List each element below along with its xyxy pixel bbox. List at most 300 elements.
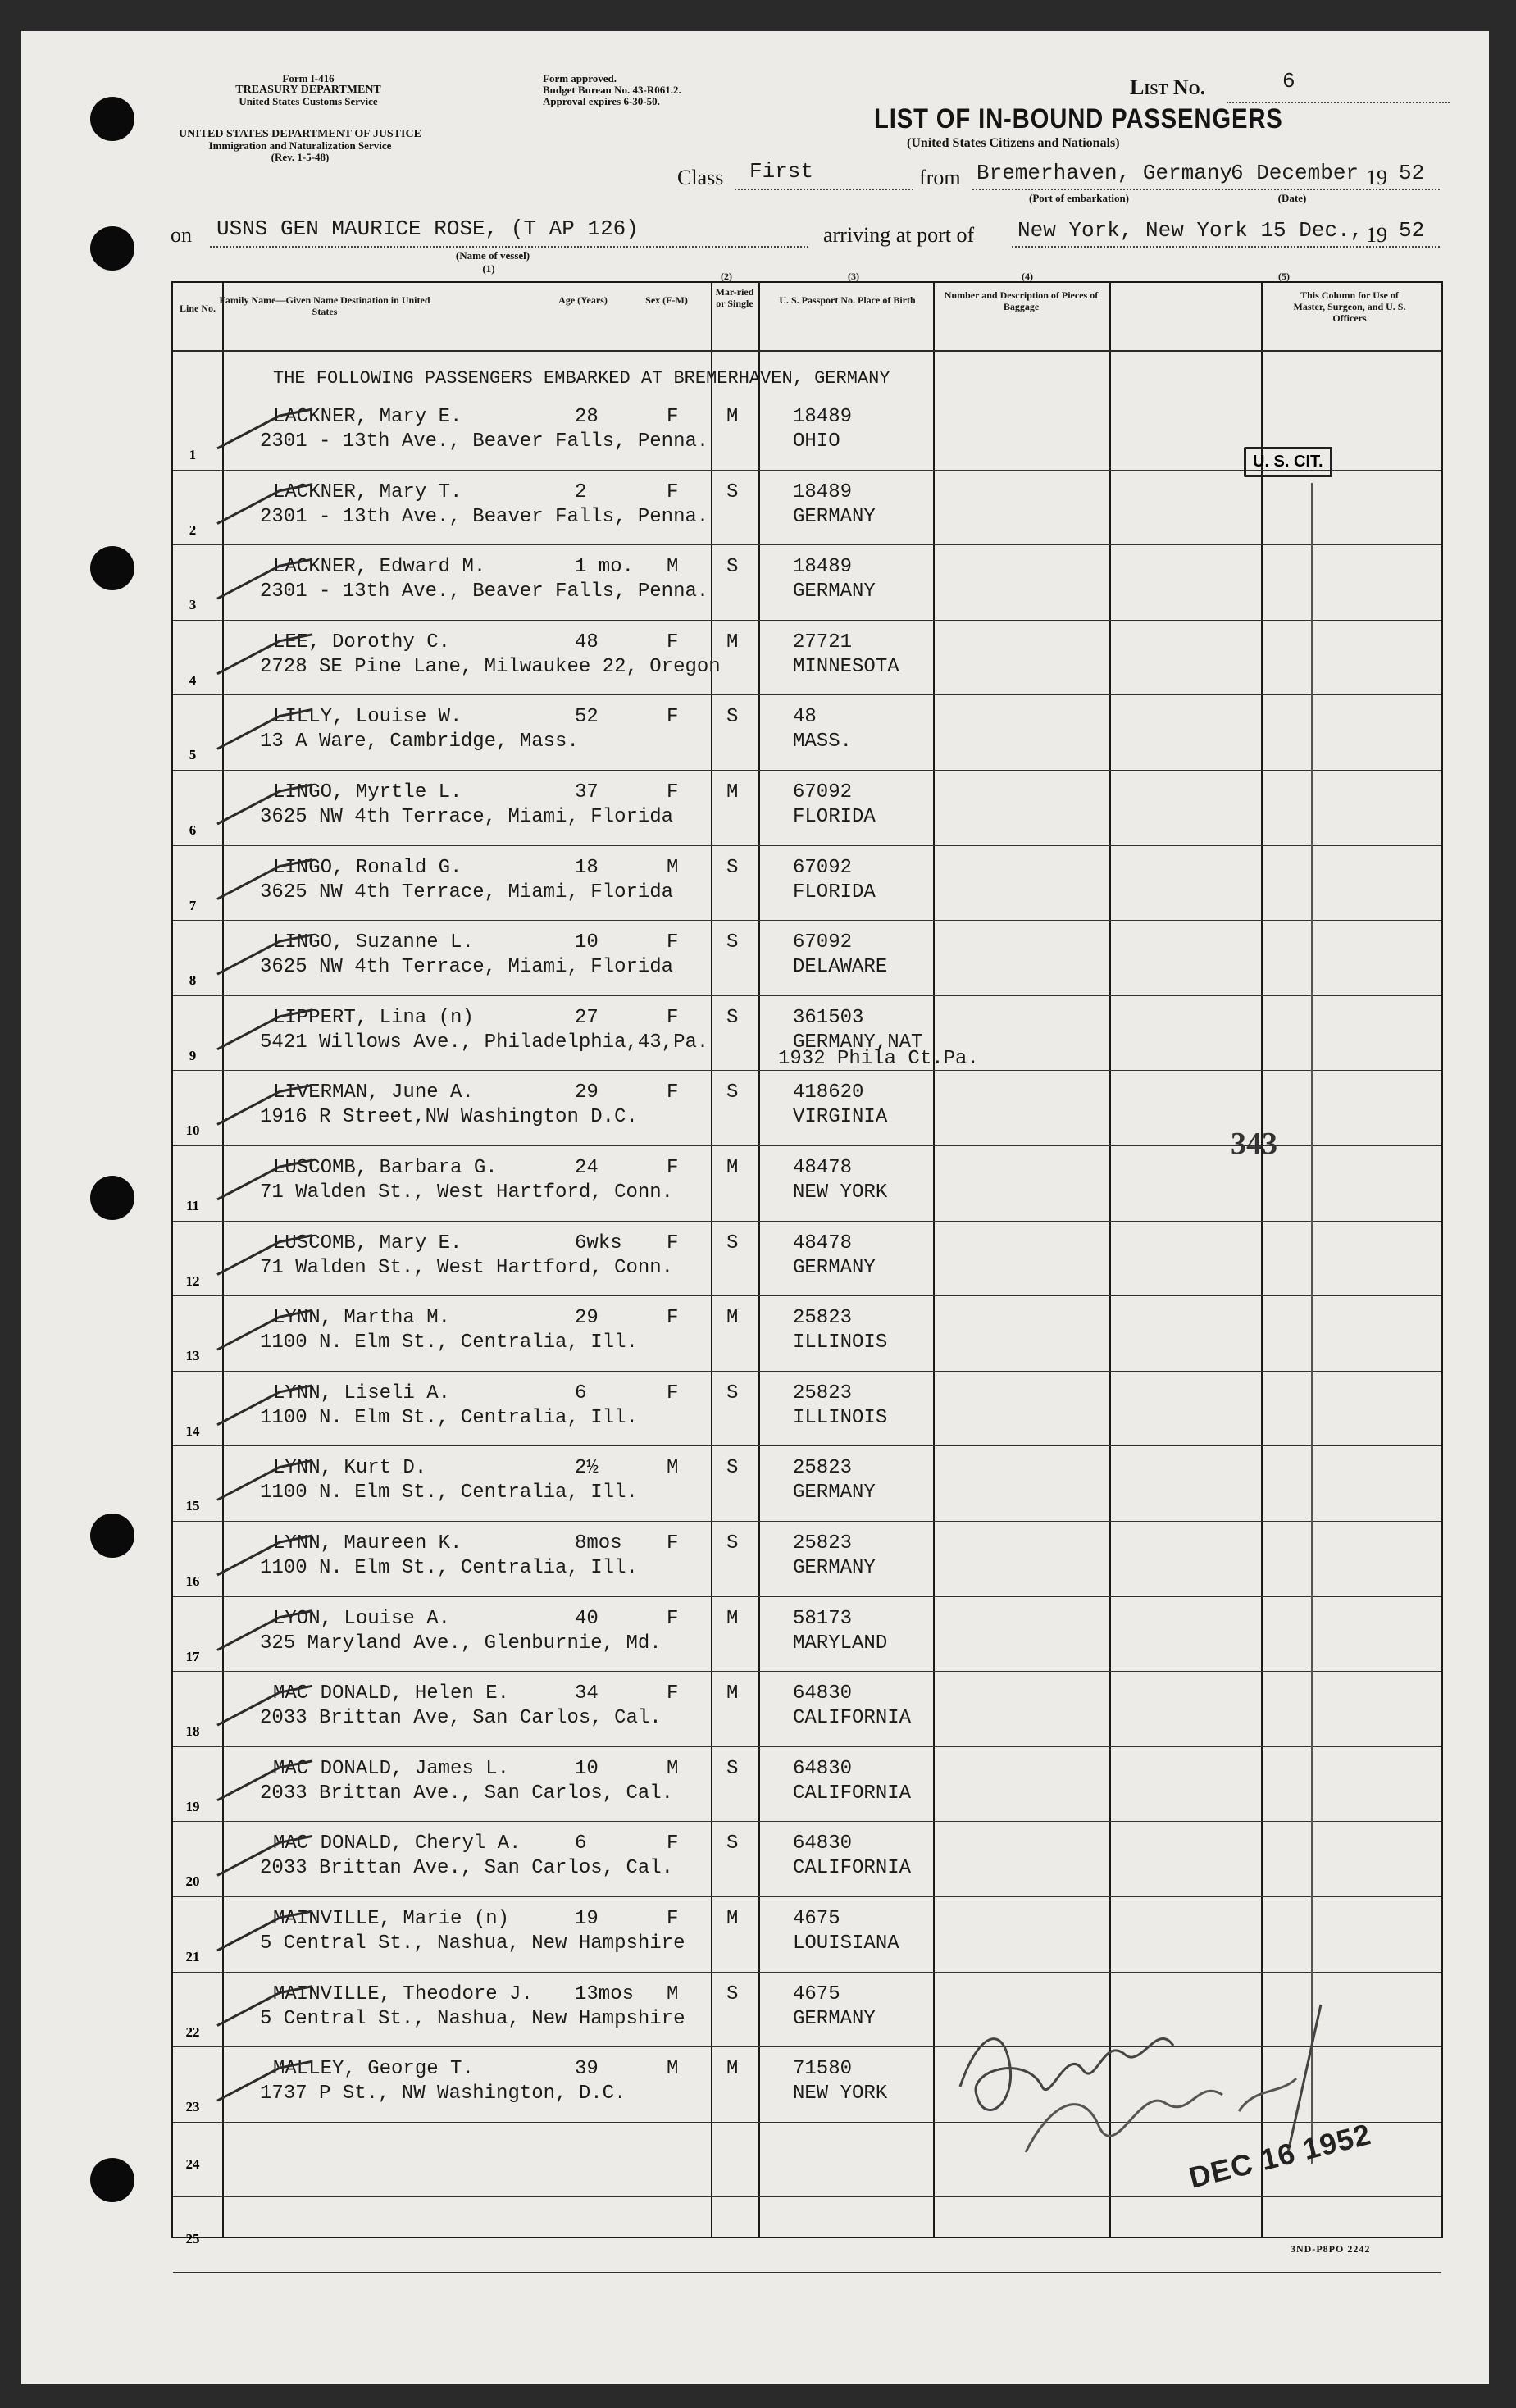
line-number: 13 (185, 1348, 200, 1364)
officer-count: 343 (1231, 1127, 1277, 1161)
passport-number: 64830 (793, 1757, 853, 1780)
line-number: 12 (185, 1272, 200, 1289)
passenger-age: 6wks (575, 1231, 622, 1254)
passenger-sex: F (667, 1908, 679, 1930)
marital-status: S (726, 856, 739, 879)
check-mark (217, 1386, 312, 1425)
form-revision: (Rev. 1-5-48) (271, 151, 330, 163)
passenger-name: LACKNER, Edward M. (273, 556, 486, 579)
place-of-birth: FLORIDA (793, 806, 876, 828)
row-divider (173, 2272, 1441, 2273)
passenger-name: LUSCOMB, Barbara G. (273, 1157, 498, 1179)
table-row (173, 1447, 1441, 1523)
passenger-age: 48 (575, 630, 599, 653)
passenger-sex: F (667, 1832, 679, 1855)
marital-status: S (726, 1757, 739, 1780)
marital-status: S (726, 480, 739, 503)
marital-status: M (726, 1607, 739, 1630)
row-divider (173, 1896, 1441, 1897)
passport-number: 4675 (793, 1982, 840, 2005)
passenger-address: 2301 - 13th Ave., Beaver Falls, Penna. (260, 580, 709, 603)
row-divider (173, 694, 1441, 695)
row-divider (173, 1821, 1441, 1822)
passport-number: 18489 (793, 406, 853, 428)
customs-service: United States Customs Service (239, 95, 378, 107)
passenger-age: 34 (575, 1682, 599, 1705)
passenger-address: 1100 N. Elm St., Centralia, Ill. (260, 1482, 638, 1504)
marital-status: M (726, 781, 739, 803)
col-header-married: Mar-ried or Single (715, 286, 754, 309)
row-divider (173, 1295, 1441, 1296)
passenger-sex: F (667, 931, 679, 954)
row-divider (173, 1596, 1441, 1597)
passenger-sex: M (667, 1757, 679, 1780)
passenger-age: 1 mo. (575, 556, 635, 579)
binder-hole (90, 1176, 134, 1220)
marital-status: S (726, 556, 739, 579)
passenger-table (171, 281, 1443, 2247)
passport-number: 25823 (793, 1457, 853, 1480)
col-header-passport: U. S. Passport No. Place of Birth (779, 294, 916, 306)
ins-service: Immigration and Naturalization Service (208, 139, 392, 152)
passenger-age: 39 (575, 2058, 599, 2081)
col-num-4: (4) (1022, 271, 1033, 282)
marital-status: S (726, 1382, 739, 1404)
check-mark (217, 709, 312, 749)
line-number: 4 (189, 671, 197, 688)
table-row (173, 1748, 1441, 1823)
passenger-name: LYON, Louise A. (273, 1607, 451, 1630)
place-of-birth: MINNESOTA (793, 655, 899, 678)
place-of-birth: GERMANY,NAT (793, 1031, 923, 1054)
passenger-age: 37 (575, 781, 599, 803)
form-number: Form I-416 (282, 72, 335, 84)
passenger-sex: M (667, 1457, 679, 1480)
line-number: 15 (185, 1498, 200, 1514)
table-row (173, 621, 1441, 697)
passenger-sex: F (667, 1682, 679, 1705)
arrival-port: New York, New York 15 Dec., (1017, 218, 1363, 243)
row-divider (173, 620, 1441, 621)
passport-number: 64830 (793, 1832, 853, 1855)
arrival-year: 52 (1399, 218, 1425, 243)
passenger-sex: F (667, 406, 679, 428)
row-divider (173, 995, 1441, 996)
passenger-age: 8mos (575, 1532, 622, 1555)
check-mark (217, 1085, 312, 1124)
place-of-birth: LOUISIANA (793, 1932, 899, 1955)
passenger-age: 40 (575, 1607, 599, 1630)
passenger-name: LEE, Dorothy C. (273, 630, 451, 653)
check-mark (217, 1987, 312, 2026)
table-row (173, 1823, 1441, 1898)
line-number: 18 (185, 1723, 200, 1740)
row-divider (173, 1371, 1441, 1372)
on-label: on (171, 223, 192, 247)
table-row (173, 471, 1441, 547)
marital-status: M (726, 1157, 739, 1179)
passenger-age: 29 (575, 1081, 599, 1104)
class-label: Class (677, 166, 724, 189)
us-citizen-stamp: U. S. CIT. (1244, 447, 1332, 477)
line-number: 1 (189, 447, 197, 462)
passenger-name: LACKNER, Mary E. (273, 406, 462, 428)
passenger-age: 2 (575, 480, 587, 503)
line-number: 14 (185, 1422, 200, 1439)
passenger-age: 10 (575, 931, 599, 954)
passenger-sex: M (667, 556, 679, 579)
passenger-address: 1737 P St., NW Washington, D.C. (260, 2083, 626, 2105)
place-of-birth: GERMANY (793, 1482, 876, 1504)
passport-number: 27721 (793, 630, 853, 653)
row-divider (173, 770, 1441, 771)
check-mark (217, 1686, 312, 1725)
marital-status: M (726, 1682, 739, 1705)
place-of-birth: OHIO (793, 430, 840, 453)
col-header-name: Family Name—Given Name Destination in United States (219, 294, 430, 317)
passport-number: 48 (793, 706, 817, 729)
passenger-sex: F (667, 781, 679, 803)
passenger-name: LYNN, Kurt D. (273, 1457, 427, 1480)
officer-checkmark-line (1311, 483, 1313, 2164)
table-row (173, 772, 1441, 847)
passenger-sex: F (667, 1231, 679, 1254)
passport-number: 64830 (793, 1682, 853, 1705)
passenger-name: MAC DONALD, Helen E. (273, 1682, 510, 1705)
row-divider (173, 845, 1441, 846)
passenger-name: LACKNER, Mary T. (273, 480, 462, 503)
place-of-birth: DELAWARE (793, 956, 888, 979)
check-mark (217, 1611, 312, 1650)
passport-number: 361503 (793, 1006, 864, 1029)
passport-number: 71580 (793, 2058, 853, 2081)
passenger-address: 13 A Ware, Cambridge, Mass. (260, 731, 579, 753)
year-value: 52 (1399, 161, 1425, 185)
port-of-embarkation: Bremerhaven, Germany (977, 161, 1233, 185)
place-of-birth: CALIFORNIA (793, 1782, 912, 1805)
passenger-address: 2033 Brittan Ave., San Carlos, Cal. (260, 1782, 674, 1805)
binder-hole (90, 2158, 134, 2202)
treasury-dept: TREASURY DEPARTMENT (235, 84, 381, 96)
passenger-name: LINGO, Myrtle L. (273, 781, 462, 803)
place-of-birth: ILLINOIS (793, 1331, 888, 1354)
passenger-sex: F (667, 1607, 679, 1630)
col-header-sex: Sex (F-M) (645, 294, 688, 306)
passenger-sex: F (667, 1157, 679, 1179)
marital-status: M (726, 406, 739, 428)
print-code: 3ND-P8PO 2242 (1291, 2243, 1371, 2255)
passport-number: 18489 (793, 480, 853, 503)
port-caption: (Port of embarkation) (1028, 192, 1130, 204)
binder-hole (90, 1514, 134, 1558)
marital-status: S (726, 1832, 739, 1855)
place-of-birth: FLORIDA (793, 881, 876, 904)
date-caption: (Date) (1277, 192, 1307, 204)
budget-bureau: Budget Bureau No. 43-R061.2. (543, 84, 681, 96)
binder-hole (90, 546, 134, 590)
line-number: 11 (185, 1198, 200, 1213)
passenger-address: 71 Walden St., West Hartford, Conn. (260, 1256, 674, 1279)
check-mark (217, 1160, 312, 1199)
naturalization-note: 1932 Phila Ct.Pa. (778, 1047, 979, 1070)
passport-number: 48478 (793, 1231, 853, 1254)
table-row (173, 1598, 1441, 1673)
check-mark (217, 1911, 312, 1951)
year-prefix: 19 (1366, 166, 1387, 189)
place-of-birth: NEW YORK (793, 1181, 888, 1204)
passenger-address: 1100 N. Elm St., Centralia, Ill. (260, 1406, 638, 1429)
place-of-birth: GERMANY (793, 2007, 876, 2030)
line-number: 9 (189, 1047, 197, 1063)
passenger-sex: F (667, 1081, 679, 1104)
line-number: 6 (189, 822, 197, 838)
document-subtitle: (United States Citizens and Nationals) (907, 136, 1120, 150)
document-page (21, 31, 1489, 2384)
col-header-officers: This Column for Use of Master, Surgeon, and U. S. Officers (1293, 289, 1406, 324)
line-number: 19 (185, 1798, 200, 1814)
row-divider (173, 1070, 1441, 1071)
binder-hole (90, 97, 134, 141)
row-divider (173, 1671, 1441, 1672)
check-mark (217, 635, 312, 674)
check-mark (217, 2061, 312, 2101)
approval-expires: Approval expires 6-30-50. (543, 95, 660, 107)
passenger-sex: F (667, 630, 679, 653)
marital-status: M (726, 630, 739, 653)
passenger-address: 2728 SE Pine Lane, Milwaukee 22, Oregon (260, 655, 721, 678)
line-number: 5 (189, 747, 197, 763)
passenger-sex: M (667, 2058, 679, 2081)
passenger-address: 325 Maryland Ave., Glenburnie, Md. (260, 1632, 662, 1655)
row-divider (173, 544, 1441, 545)
line-number: 10 (185, 1122, 200, 1139)
marital-status: S (726, 931, 739, 954)
passenger-name: MAC DONALD, James L. (273, 1757, 510, 1780)
passport-number: 67092 (793, 931, 853, 954)
place-of-birth: CALIFORNIA (793, 1857, 912, 1880)
passenger-age: 13mos (575, 1982, 635, 2005)
col-header-age: Age (Years) (558, 294, 608, 306)
passenger-address: 1916 R Street,NW Washington D.C. (260, 1106, 638, 1129)
passenger-address: 2033 Brittan Ave, San Carlos, Cal. (260, 1707, 662, 1730)
class-line (735, 189, 913, 190)
signature-handwriting (927, 1988, 1386, 2201)
passenger-sex: F (667, 1006, 679, 1029)
check-mark (217, 785, 312, 824)
marital-status: S (726, 706, 739, 729)
marital-status: M (726, 1908, 739, 1930)
col-header-baggage: Number and Description of Pieces of Baggage (944, 289, 1099, 312)
table-row (173, 997, 1441, 1072)
passport-number: 25823 (793, 1532, 853, 1555)
check-mark (217, 860, 312, 899)
line-number: 20 (185, 1873, 200, 1890)
place-of-birth: ILLINOIS (793, 1406, 888, 1429)
from-label: from (919, 166, 961, 189)
check-mark (217, 1310, 312, 1350)
line-number: 23 (185, 2099, 200, 2115)
list-number: 6 (1282, 69, 1295, 93)
passenger-name: LIVERMAN, June A. (273, 1081, 474, 1104)
passenger-age: 19 (575, 1908, 599, 1930)
col-num-3: (3) (848, 271, 859, 282)
passenger-age: 28 (575, 406, 599, 428)
passport-number: 58173 (793, 1607, 853, 1630)
passenger-age: 2½ (575, 1457, 599, 1480)
marital-status: S (726, 1006, 739, 1029)
col-header-line-no: Line No. (179, 303, 216, 314)
passenger-age: 18 (575, 856, 599, 879)
embarked-note: THE FOLLOWING PASSENGERS EMBARKED AT BREMERHAVEN, GERMANY (273, 368, 890, 389)
line-number: 3 (189, 597, 197, 613)
passenger-address: 5421 Willows Ave., Philadelphia,43,Pa. (260, 1031, 709, 1054)
embarkation-date: 6 December (1231, 161, 1359, 185)
passenger-name: MAINVILLE, Marie (n) (273, 1908, 510, 1930)
table-row (173, 1523, 1441, 1598)
passport-number: 4675 (793, 1908, 840, 1930)
passenger-name: MALLEY, George T. (273, 2058, 474, 2081)
table-row (173, 696, 1441, 772)
vessel-line (210, 246, 808, 248)
arriving-label: arriving at port of (823, 223, 975, 247)
document-title: LIST OF IN-BOUND PASSENGERS (874, 103, 1283, 134)
passport-number: 67092 (793, 856, 853, 879)
marital-status: S (726, 1457, 739, 1480)
passenger-name: LIPPERT, Lina (n) (273, 1006, 474, 1029)
line-number: 7 (189, 897, 197, 913)
passenger-sex: F (667, 706, 679, 729)
line-number: 22 (185, 2023, 200, 2040)
passenger-age: 27 (575, 1006, 599, 1029)
passenger-sex: F (667, 1532, 679, 1555)
table-row (173, 847, 1441, 922)
passenger-address: 1100 N. Elm St., Centralia, Ill. (260, 1331, 638, 1354)
passenger-name: MAINVILLE, Theodore J. (273, 1982, 533, 2005)
vessel-name: USNS GEN MAURICE ROSE, (T AP 126) (216, 216, 639, 241)
passenger-age: 10 (575, 1757, 599, 1780)
list-number-label: List No. (1130, 75, 1206, 99)
row-divider (173, 1972, 1441, 1973)
col-num-2: (2) (721, 271, 732, 282)
line-number: 17 (185, 1648, 200, 1664)
row-divider (173, 1521, 1441, 1522)
passenger-age: 6 (575, 1382, 587, 1404)
date-stamp: DEC 16 1952 (1186, 2117, 1375, 2195)
passenger-age: 24 (575, 1157, 599, 1179)
row-divider (173, 920, 1441, 921)
passenger-address: 2301 - 13th Ave., Beaver Falls, Penna. (260, 505, 709, 528)
passenger-name: MAC DONALD, Cheryl A. (273, 1832, 521, 1855)
check-mark (217, 935, 312, 974)
passenger-address: 2301 - 13th Ave., Beaver Falls, Penna. (260, 430, 709, 453)
place-of-birth: GERMANY (793, 580, 876, 603)
line-number: 16 (185, 1573, 200, 1589)
table-row (173, 546, 1441, 621)
justice-dept: UNITED STATES DEPARTMENT OF JUSTICE (179, 128, 421, 140)
vessel-column-number: (1) (482, 262, 495, 275)
passenger-name: LUSCOMB, Mary E. (273, 1231, 462, 1254)
passenger-name: LYNN, Martha M. (273, 1307, 451, 1330)
marital-status: S (726, 1081, 739, 1104)
passenger-age: 52 (575, 706, 599, 729)
passenger-sex: M (667, 1982, 679, 2005)
form-approved: Form approved. (543, 72, 617, 84)
table-row (173, 1898, 1441, 1973)
passenger-address: 2033 Brittan Ave., San Carlos, Cal. (260, 1857, 674, 1880)
line-number: 24 (185, 2155, 200, 2172)
marital-status: M (726, 1307, 739, 1330)
passenger-name: LILLY, Louise W. (273, 706, 462, 729)
row-divider (173, 1445, 1441, 1446)
check-mark (217, 1836, 312, 1875)
table-row (173, 922, 1441, 997)
check-mark (217, 559, 312, 599)
arrival-year-prefix: 19 (1366, 223, 1387, 247)
passport-number: 418620 (793, 1081, 864, 1104)
line-number: 21 (185, 1949, 200, 1964)
place-of-birth: CALIFORNIA (793, 1707, 912, 1730)
passenger-address: 3625 NW 4th Terrace, Miami, Florida (260, 881, 674, 904)
passenger-address: 5 Central St., Nashua, New Hampshire (260, 1932, 685, 1955)
place-of-birth: GERMANY (793, 1557, 876, 1579)
check-mark (217, 1010, 312, 1049)
table-row (173, 1222, 1441, 1298)
row-divider (173, 1221, 1441, 1222)
marital-status: S (726, 1231, 739, 1254)
check-mark (217, 1460, 312, 1500)
passenger-sex: F (667, 1382, 679, 1404)
passport-number: 48478 (793, 1157, 853, 1179)
place-of-birth: NEW YORK (793, 2083, 888, 2105)
passenger-name: LINGO, Suzanne L. (273, 931, 474, 954)
passenger-address: 5 Central St., Nashua, New Hampshire (260, 2007, 685, 2030)
line-number: 8 (189, 972, 197, 989)
class-value: First (749, 159, 814, 184)
place-of-birth: VIRGINIA (793, 1106, 888, 1129)
table-row (173, 1297, 1441, 1372)
passenger-sex: F (667, 480, 679, 503)
check-mark (217, 485, 312, 524)
binder-hole (90, 226, 134, 271)
passenger-sex: M (667, 856, 679, 879)
passport-number: 25823 (793, 1382, 853, 1404)
check-mark (217, 409, 312, 448)
passenger-address: 1100 N. Elm St., Centralia, Ill. (260, 1557, 638, 1579)
passenger-age: 29 (575, 1307, 599, 1330)
marital-status: S (726, 1532, 739, 1555)
passenger-address: 71 Walden St., West Hartford, Conn. (260, 1181, 674, 1204)
passenger-name: LYNN, Maureen K. (273, 1532, 462, 1555)
check-marks (206, 283, 337, 2169)
place-of-birth: GERMANY (793, 505, 876, 528)
passenger-name: LINGO, Ronald G. (273, 856, 462, 879)
passenger-age: 6 (575, 1832, 587, 1855)
table-row (173, 1673, 1441, 1748)
col-num-5: (5) (1278, 271, 1290, 282)
passport-number: 25823 (793, 1307, 853, 1330)
place-of-birth: GERMANY (793, 1256, 876, 1279)
place-of-birth: MASS. (793, 731, 853, 753)
passenger-address: 3625 NW 4th Terrace, Miami, Florida (260, 806, 674, 828)
passport-number: 67092 (793, 781, 853, 803)
passport-number: 18489 (793, 556, 853, 579)
table-row (173, 1372, 1441, 1448)
passenger-address: 3625 NW 4th Terrace, Miami, Florida (260, 956, 674, 979)
check-mark (217, 1536, 312, 1575)
vessel-caption: (Name of vessel) (455, 249, 530, 262)
line-number: 25 (185, 2231, 200, 2247)
marital-status: M (726, 2058, 739, 2081)
